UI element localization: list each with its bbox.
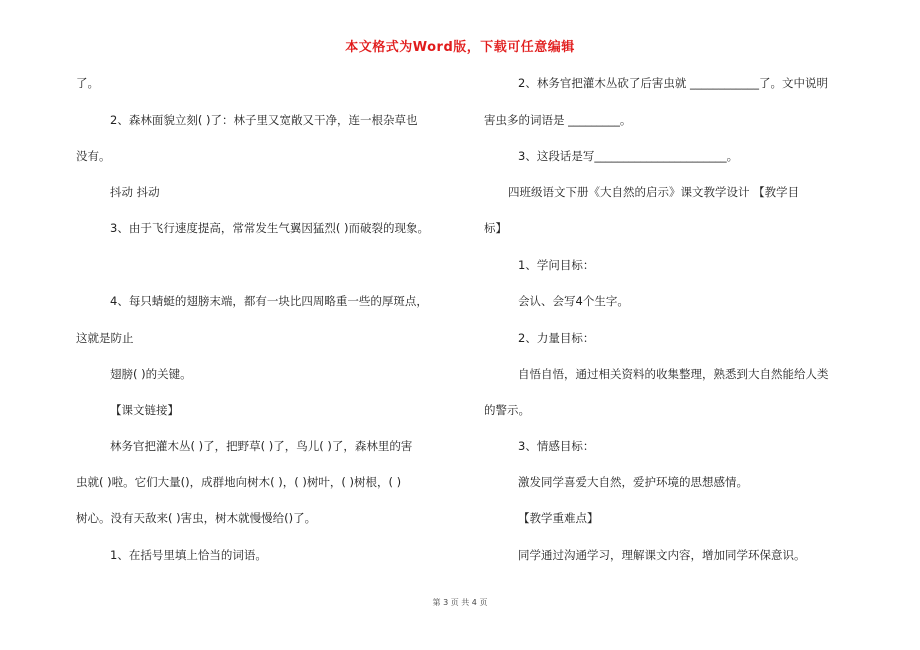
- text-line: 3、由于飞行速度提高，常常发生气翼因猛烈( )而破裂的现象。: [110, 221, 429, 235]
- text-line: 1、在括号里填上恰当的词语。: [110, 548, 267, 562]
- lesson-title-line: 四班级语文下册《大自然的启示》课文教学设计 【教学目: [508, 185, 800, 199]
- text-line: 2、力量目标：: [518, 331, 595, 345]
- text-line: 2、森林面貌立刻( )了：林子里又宽敞又干净，连一根杂草也: [110, 113, 418, 127]
- text-line: 没有。: [76, 149, 111, 163]
- text-line: 害虫多的词语是 _________。: [484, 113, 632, 127]
- text-line: 了。: [76, 76, 99, 90]
- text-line: 标】: [484, 221, 507, 235]
- text-line: 会认、会写4个生字。: [518, 294, 629, 308]
- page-footer: 第 3 页 共 4 页: [432, 598, 488, 607]
- text-line: 这就是防止: [76, 331, 134, 345]
- text-line: 3、情感目标：: [518, 439, 595, 453]
- text-line: 抖动 抖动: [110, 185, 160, 199]
- section-heading: 【教学重难点】: [518, 511, 599, 525]
- text-line: 虫就( )啦。它们大量()，成群地向树木( )，( )树叶，( )树根，( ): [76, 475, 402, 489]
- text-line: 树心。没有天敌来( )害虫，树木就慢慢给()了。: [76, 511, 317, 525]
- text-line: 自悟自悟，通过相关资料的收集整理，熟悉到大自然能给人类: [518, 367, 829, 381]
- text-line: 翅膀( )的关键。: [110, 367, 192, 381]
- text-line: 1、学问目标：: [518, 258, 595, 272]
- text-line: 3、这段话是写_______________________。: [518, 149, 739, 163]
- text-line: 2、林务官把灌木丛砍了后害虫就 ____________了。文中说明: [518, 76, 828, 90]
- text-line: 林务官把灌木丛( )了，把野草( )了，鸟儿( )了，森林里的害: [110, 439, 413, 453]
- section-heading: 【课文链接】: [110, 403, 179, 417]
- text-line: 的警示。: [484, 403, 530, 417]
- text-line: 激发同学喜爱大自然，爱护环境的思想感情。: [518, 475, 748, 489]
- text-line: 4、每只蜻蜓的翅膀末端，都有一块比四周略重一些的厚斑点，: [110, 294, 428, 308]
- text-line: 同学通过沟通学习，理解课文内容，增加同学环保意识。: [518, 548, 806, 562]
- document-banner: 本文格式为Word版，下载可任意编辑: [345, 40, 575, 55]
